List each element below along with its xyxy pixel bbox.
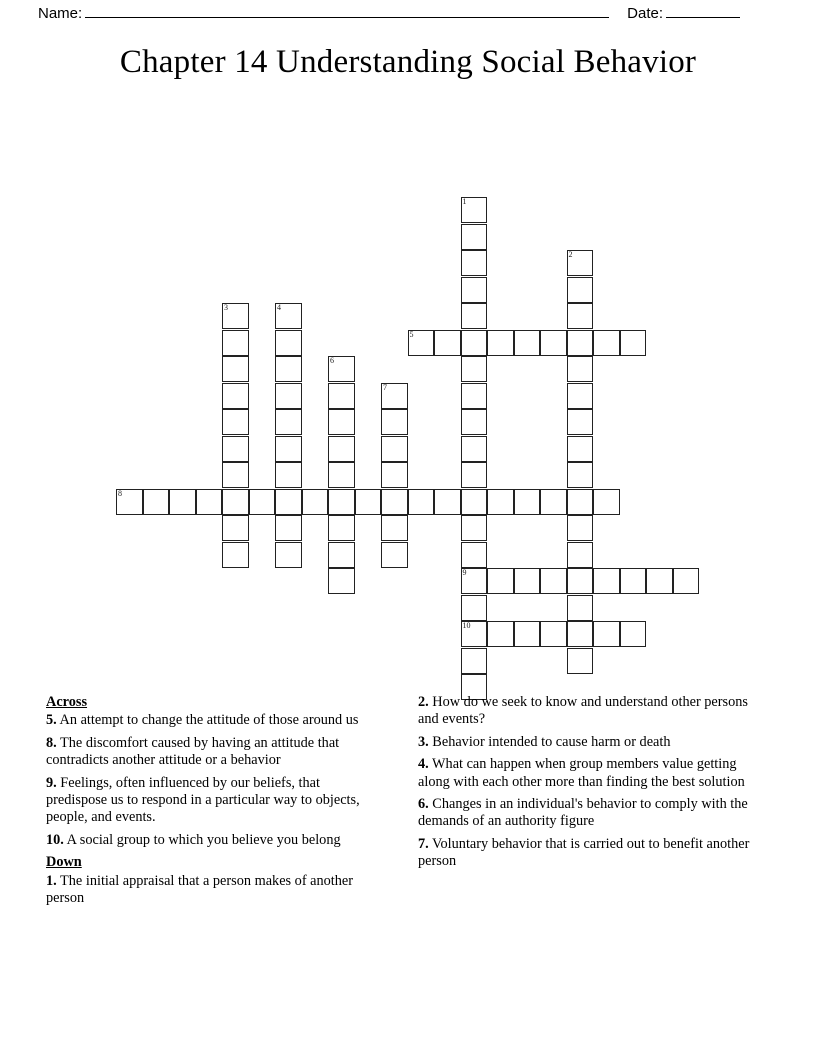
crossword-cell[interactable] (275, 436, 302, 462)
crossword-cell[interactable] (328, 436, 355, 462)
crossword-cell-numbered[interactable] (461, 621, 488, 647)
crossword-cell[interactable] (567, 568, 594, 594)
crossword-cell[interactable] (222, 383, 249, 409)
crossword-cell[interactable] (222, 436, 249, 462)
date-blank-line (666, 4, 740, 18)
crossword-cell[interactable] (567, 621, 594, 647)
across-heading: Across (46, 694, 88, 710)
crossword-cell[interactable] (355, 489, 382, 515)
crossword-cell[interactable] (461, 595, 488, 621)
crossword-cell[interactable] (222, 356, 249, 382)
clue-item (46, 832, 381, 849)
clue-text: The discomfort caused by having an attitude that contradicts another attitude or a behavior (46, 734, 340, 769)
crossword-cell-numbered[interactable] (381, 383, 408, 409)
crossword-cell[interactable] (567, 462, 594, 488)
clue-text: An attempt to change the attitude of those around us (56, 712, 359, 729)
cell-number: 8 (118, 488, 122, 498)
crossword-cell[interactable] (514, 330, 541, 356)
clue-number: 1. (46, 872, 57, 889)
clue-text: What can happen when group members value getting along with each other more than finding the best solution (418, 756, 745, 790)
crossword-cell[interactable] (275, 330, 302, 356)
cell-number: 4 (277, 303, 281, 312)
crossword-cell[interactable] (328, 542, 355, 568)
crossword-cell[interactable] (275, 356, 302, 382)
crossword-cell[interactable] (593, 489, 620, 515)
crossword-cell[interactable] (381, 409, 408, 435)
crossword-cell[interactable] (222, 489, 249, 515)
crossword-cell[interactable] (275, 489, 302, 515)
clue-number: 8. (46, 734, 57, 751)
clue-text: Voluntary behavior that is carried out to benefit another person (418, 835, 750, 870)
crossword-cell[interactable] (540, 621, 567, 647)
crossword-cell[interactable] (461, 648, 488, 674)
crossword-cell[interactable] (567, 542, 594, 568)
crossword-cell[interactable] (567, 277, 594, 303)
crossword-cell[interactable] (328, 515, 355, 541)
crossword-cell[interactable] (567, 515, 594, 541)
cell-number: 6 (330, 356, 334, 365)
cell-number: 1 (462, 197, 467, 206)
crossword-cell[interactable] (540, 568, 567, 594)
down-clue-list-part1 (46, 873, 381, 908)
crossword-cell[interactable] (567, 409, 594, 435)
clue-item (418, 694, 753, 729)
crossword-cell[interactable] (487, 621, 514, 647)
crossword-cell[interactable] (222, 515, 249, 541)
crossword-cell[interactable] (249, 489, 276, 515)
clue-item (46, 775, 381, 827)
crossword-cell[interactable] (461, 330, 488, 356)
crossword-cell-numbered[interactable] (408, 330, 435, 356)
crossword-cell[interactable] (222, 462, 249, 488)
crossword-cell[interactable] (567, 595, 594, 621)
crossword-cell[interactable] (381, 489, 408, 515)
crossword-cell[interactable] (487, 489, 514, 515)
crossword-cell[interactable] (461, 489, 488, 515)
crossword-cell[interactable] (567, 436, 594, 462)
crossword-cell[interactable] (461, 462, 488, 488)
date-label: Date: (627, 5, 663, 22)
crossword-cell[interactable] (328, 462, 355, 488)
crossword-cell[interactable] (567, 330, 594, 356)
crossword-cell[interactable] (461, 436, 488, 462)
clue-text: The initial appraisal that a person makes of another person (46, 872, 354, 907)
clue-text: Behavior intended to cause harm or death (428, 733, 671, 750)
crossword-cell[interactable] (461, 356, 488, 382)
crossword-cell[interactable] (620, 568, 647, 594)
clue-number: 9. (46, 774, 57, 791)
clue-number: 5. (46, 712, 57, 729)
crossword-cell-numbered[interactable] (328, 356, 355, 382)
crossword-cell[interactable] (514, 489, 541, 515)
crossword-cell[interactable] (567, 648, 594, 674)
crossword-cell-numbered[interactable] (275, 303, 302, 329)
crossword-cell[interactable] (593, 330, 620, 356)
cell-number: 3 (224, 303, 228, 312)
crossword-cell[interactable] (673, 568, 700, 594)
crossword-cell[interactable] (461, 277, 488, 303)
clue-text: A social group to which you believe you belong (63, 831, 341, 848)
crossword-cell[interactable] (461, 303, 488, 329)
crossword-grid-container (0, 87, 816, 630)
crossword-cell[interactable] (222, 409, 249, 435)
crossword-cell[interactable] (434, 489, 461, 515)
crossword-cell[interactable] (434, 330, 461, 356)
clue-number: 4. (418, 756, 429, 773)
clue-text: Feelings, often influenced by our beliefs, that predispose us to respond in a particular way to objects, people, and events. (46, 774, 360, 826)
crossword-cell[interactable] (381, 462, 408, 488)
crossword-cell[interactable] (567, 489, 594, 515)
crossword-cell[interactable] (567, 356, 594, 382)
down-clue-list-part2 (418, 694, 753, 871)
crossword-cell[interactable] (275, 515, 302, 541)
crossword-cell[interactable] (646, 568, 673, 594)
crossword-cell[interactable] (328, 489, 355, 515)
crossword-cell[interactable] (567, 383, 594, 409)
crossword-cell[interactable] (620, 330, 647, 356)
crossword-cell[interactable] (328, 409, 355, 435)
clues-section (0, 694, 816, 912)
crossword-cell[interactable] (328, 568, 355, 594)
cell-number: 7 (383, 382, 387, 392)
crossword-cell[interactable] (408, 489, 435, 515)
crossword-cell-numbered[interactable] (461, 197, 488, 223)
crossword-cell[interactable] (381, 515, 408, 541)
cell-number: 9 (462, 568, 467, 577)
crossword-cell[interactable] (540, 330, 567, 356)
crossword-cell[interactable] (487, 568, 514, 594)
crossword-cell[interactable] (169, 489, 196, 515)
clue-number: 3. (418, 733, 429, 750)
clue-number: 7. (418, 835, 429, 852)
clue-item (46, 873, 381, 908)
crossword-cell[interactable] (275, 383, 302, 409)
clue-item (46, 735, 381, 770)
crossword-cell[interactable] (328, 383, 355, 409)
name-label: Name: (38, 5, 83, 22)
page-title: Chapter 14 Understanding Social Behavior (119, 44, 697, 80)
crossword-cell[interactable] (196, 489, 223, 515)
down-heading: Down (46, 854, 82, 871)
crossword-cell[interactable] (620, 621, 647, 647)
crossword-cell[interactable] (461, 383, 488, 409)
clue-number: 6. (418, 796, 429, 813)
crossword-cell[interactable] (275, 409, 302, 435)
clues-column-left (46, 694, 381, 912)
crossword-cell[interactable] (143, 489, 170, 515)
crossword-cell[interactable] (461, 224, 488, 250)
crossword-grid (0, 87, 816, 630)
crossword-cell-numbered[interactable] (116, 489, 143, 515)
crossword-cell-numbered[interactable] (222, 303, 249, 329)
cell-number: 2 (568, 250, 573, 259)
clue-item (418, 756, 753, 791)
crossword-cell[interactable] (302, 489, 329, 515)
clue-text: How do we seek to know and understand other persons and events? (418, 694, 748, 728)
crossword-cell[interactable] (275, 462, 302, 488)
name-blank-line (85, 4, 609, 18)
crossword-cell[interactable] (567, 303, 594, 329)
crossword-cell[interactable] (222, 330, 249, 356)
crossword-cell[interactable] (461, 409, 488, 435)
clue-number: 2. (418, 694, 429, 710)
clue-item (418, 734, 753, 751)
crossword-cell[interactable] (593, 621, 620, 647)
cell-number: 5 (409, 329, 414, 339)
crossword-cell[interactable] (593, 568, 620, 594)
crossword-cell-numbered[interactable] (567, 250, 594, 276)
crossword-cell[interactable] (514, 568, 541, 594)
crossword-cell[interactable] (461, 250, 488, 276)
crossword-cell[interactable] (381, 542, 408, 568)
clue-item (46, 712, 381, 729)
clues-column-right (418, 694, 753, 912)
crossword-cell-numbered[interactable] (461, 568, 488, 594)
clue-text: Changes in an individual's behavior to comply with the demands of an authority figure (418, 796, 748, 830)
crossword-cell[interactable] (487, 330, 514, 356)
cell-number: 10 (462, 621, 471, 630)
crossword-cell[interactable] (461, 542, 488, 568)
across-clue-list (46, 712, 381, 849)
worksheet-header (0, 0, 816, 22)
crossword-cell[interactable] (222, 542, 249, 568)
clue-item (418, 796, 753, 831)
crossword-cell[interactable] (461, 515, 488, 541)
clue-item (418, 836, 753, 871)
crossword-cell[interactable] (514, 621, 541, 647)
crossword-cell[interactable] (275, 542, 302, 568)
clue-number: 10. (46, 831, 64, 848)
crossword-cell[interactable] (381, 436, 408, 462)
crossword-cell[interactable] (540, 489, 567, 515)
